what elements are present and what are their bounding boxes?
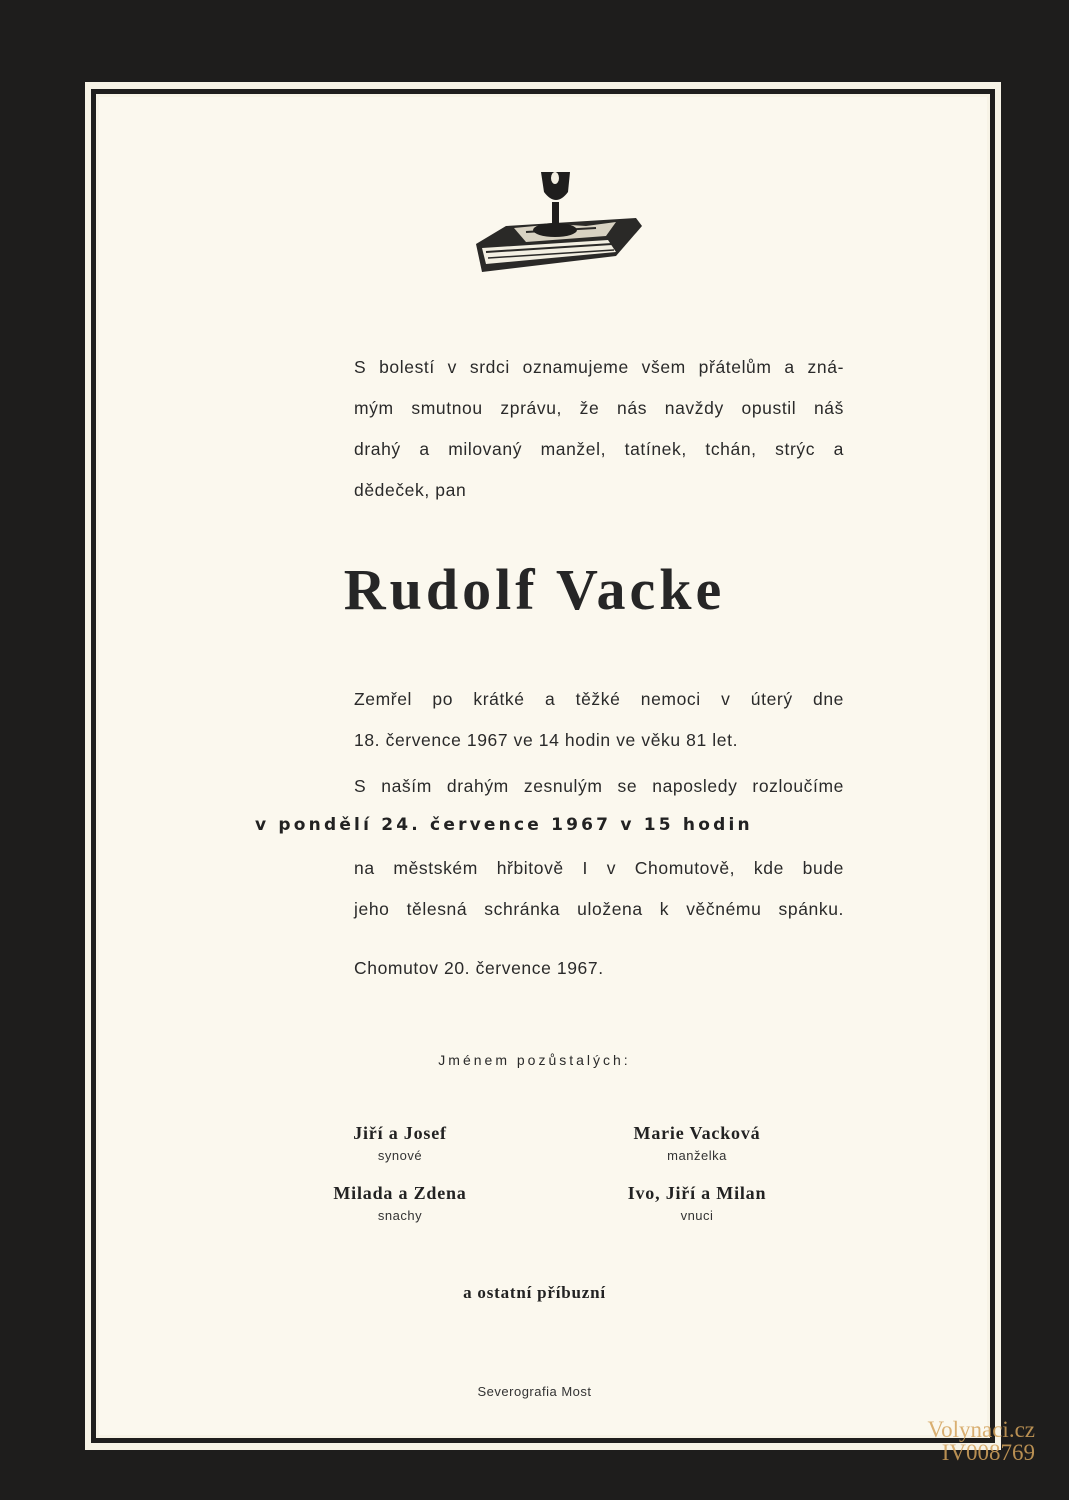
relative-name: Milada a Zdena (333, 1183, 467, 1203)
watermark-id: IV008769 (941, 1440, 1035, 1465)
relative-name: Ivo, Jiří a Milan (627, 1183, 767, 1203)
relative-name: Marie Vacková (633, 1123, 761, 1143)
relative-daughters-in-law (250, 1183, 550, 1223)
death-line: 18. července 1967 ve 14 hodin ve věku 81 let. (354, 730, 739, 750)
intro-line: S bolestí v srdci oznamujeme všem přátelům a zná- (354, 357, 844, 377)
deceased-name: Rudolf Vacke (343, 557, 726, 622)
death-paragraph (354, 679, 844, 761)
farewell-line: S naším drahým zesnulým se naposledy rozloučíme (354, 776, 844, 796)
on-behalf-heading: Jménem pozůstalých: (438, 1052, 631, 1068)
death-line: Zemřel po krátké a těžké nemoci v úterý dne (354, 689, 844, 709)
relative-grandsons (547, 1183, 847, 1223)
relative-role: synové (377, 1148, 423, 1163)
watermark-site: Volynaci.cz (927, 1417, 1035, 1442)
intro-paragraph (354, 347, 844, 511)
relative-wife (547, 1123, 847, 1163)
relative-sons (250, 1123, 550, 1163)
chalice-on-book-icon (466, 166, 646, 286)
intro-line: mým smutnou zprávu, že nás navždy opustil náš (354, 398, 844, 418)
printer-credit: Severografia Most (477, 1384, 592, 1399)
watermark (835, 1418, 1035, 1464)
intro-line: dědeček, pan (354, 480, 467, 500)
burial-line: na městském hřbitově I v Chomutově, kde bude (354, 858, 844, 878)
burial-line: jeho tělesná schránka uložena k věčnému spánku. (354, 899, 844, 919)
relative-role: vnuci (680, 1208, 714, 1223)
burial-paragraph (354, 848, 844, 930)
intro-line: drahý a milovaný manžel, tatínek, tchán, strýc a (354, 439, 844, 459)
funeral-datetime: v pondělí 24. července 1967 v 15 hodin (255, 815, 753, 835)
place-date: Chomutov 20. července 1967. (354, 958, 604, 978)
other-relatives: a ostatní příbuzní (463, 1283, 606, 1302)
relative-role: manželka (667, 1148, 727, 1163)
farewell-paragraph (354, 766, 844, 807)
relative-role: snachy (377, 1208, 423, 1223)
relative-name: Jiří a Josef (353, 1123, 447, 1143)
